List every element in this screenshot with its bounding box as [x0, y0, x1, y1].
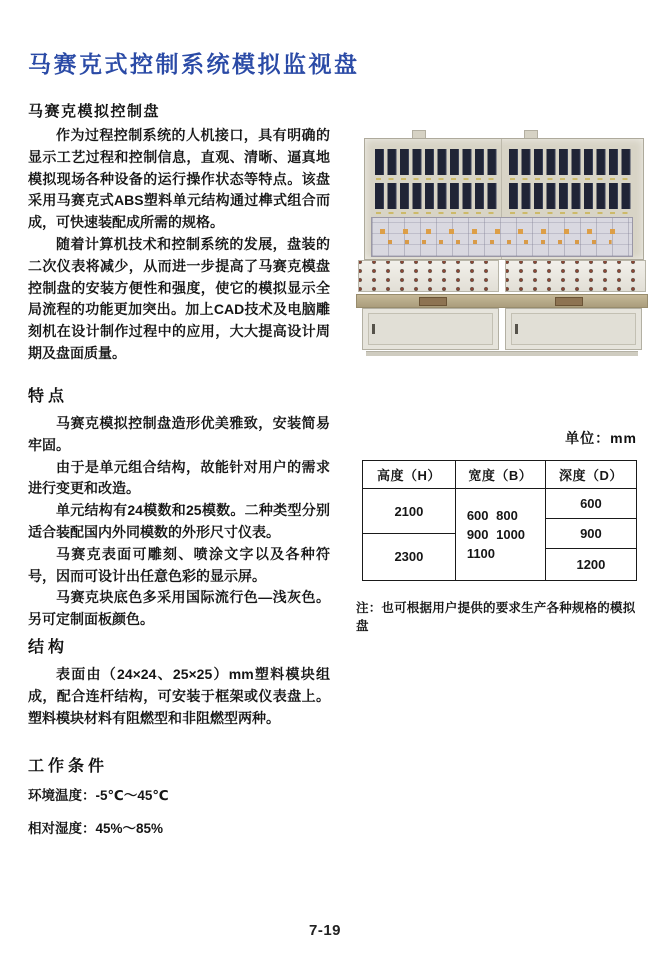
- conditions-heading: 工作条件: [28, 758, 109, 775]
- depth-value: 900: [546, 519, 636, 549]
- unit-label: 单位：mm: [565, 430, 637, 446]
- structure-heading: 结构: [28, 639, 69, 656]
- column-header-depth: 深度（D）: [546, 461, 636, 489]
- name-plate: [419, 297, 447, 306]
- door-handle: [372, 324, 375, 334]
- column-depth: [546, 461, 636, 580]
- cabinet-door: [368, 313, 493, 345]
- condition-line: 环境温度：-5℃～45℃: [28, 788, 169, 803]
- depth-value: 600: [546, 489, 636, 519]
- button-desk-left: [358, 260, 499, 292]
- console-base: [366, 351, 638, 356]
- structure-paragraph: 表面由（24×24、25×25）mm塑料模块组成，配合连杆结构，可安装于框架或仪表盘上。塑料模块材料有阻燃型和非阻燃型两种。: [28, 666, 330, 726]
- feature-paragraph: 马赛克模拟控制盘造形优美雅致，安装简易牢固。: [28, 415, 330, 453]
- feature-paragraph: 由于是单元组合结构，故能针对用户的需求进行变更和改造。: [28, 458, 330, 497]
- button-desk-right: [505, 260, 646, 292]
- instrument-section-left: [375, 139, 497, 215]
- instrument-row: [509, 149, 631, 175]
- console-back-panel: [364, 138, 644, 260]
- name-plate: [555, 297, 583, 306]
- column-height: [363, 461, 456, 580]
- table-note: 注：也可根据用户提供的要求生产各种规格的模拟盘: [356, 601, 636, 633]
- column-width: [456, 461, 546, 580]
- section-intro: [28, 100, 330, 365]
- intro-paragraph: 作为过程控制系统的人机接口，具有明确的显示工艺过程和控制信息，直观、清晰、逼真地模拟现场各种设备的运行操作状态等特点。该盘采用马赛克式ABS塑料单元结构通过榫式组合而成，可快速装配成所需的规格。: [28, 127, 330, 231]
- width-values-line: 900 1000 1100: [466, 527, 526, 561]
- condition-line: 相对湿度：45%～85%: [28, 821, 164, 836]
- mimic-flow-diagram: [371, 217, 633, 257]
- cabinet-right: [505, 308, 642, 350]
- feature-paragraph: 马赛克表面可雕刻、喷涂文字以及各种符号，因而可设计出任意色彩的显示屏。: [28, 545, 330, 584]
- column-header-height: 高度（H）: [363, 461, 455, 489]
- console-cabinets: [362, 308, 642, 350]
- instrument-row: [509, 183, 631, 209]
- console-desks: [358, 260, 646, 292]
- door-handle: [515, 324, 518, 334]
- spec-table: [362, 460, 637, 581]
- instrument-row: [375, 149, 497, 175]
- cabinet-left: [362, 308, 499, 350]
- product-photo: [356, 118, 648, 362]
- console-trim-band: [356, 294, 648, 308]
- feature-paragraph: 单元结构有24模数和25模数。二种类型分别适合装配国内外同模数的外形尺寸仪表。: [28, 502, 330, 540]
- section-working-conditions: [28, 753, 330, 849]
- column-header-width: 宽度（B）: [456, 461, 545, 489]
- width-values: [456, 489, 545, 580]
- intro-paragraph: 随着计算机技术和控制系统的发展，盘装的二次仪表将减少，从而进一步提高了马赛克模盘控制盘的安装方便性和强度，使它的模拟显示全局流程的功能更加突出。加上CAD技术及电脑雕刻机在设计制作过程中的应用，大大提高设计周期及盘面质量。: [28, 235, 330, 361]
- height-value: 2100: [363, 489, 455, 534]
- width-values-line: 600 800: [466, 508, 518, 523]
- height-value: 2300: [394, 549, 424, 564]
- instrument-row: [375, 183, 497, 209]
- intro-heading: 马赛克模拟控制盘: [28, 103, 161, 120]
- page-number: 7-19: [308, 922, 342, 939]
- feature-paragraph: 马赛克块底色多采用国际流行色—浅灰色。另可定制面板颜色。: [28, 589, 330, 628]
- section-structure: [28, 634, 330, 729]
- features-heading: 特点: [28, 388, 69, 405]
- depth-value: 1200: [576, 556, 606, 572]
- cabinet-door: [511, 313, 636, 345]
- page-title: 马赛克式控制系统模拟监视盘: [28, 51, 360, 77]
- instrument-section-right: [509, 139, 631, 215]
- section-features: [28, 383, 330, 631]
